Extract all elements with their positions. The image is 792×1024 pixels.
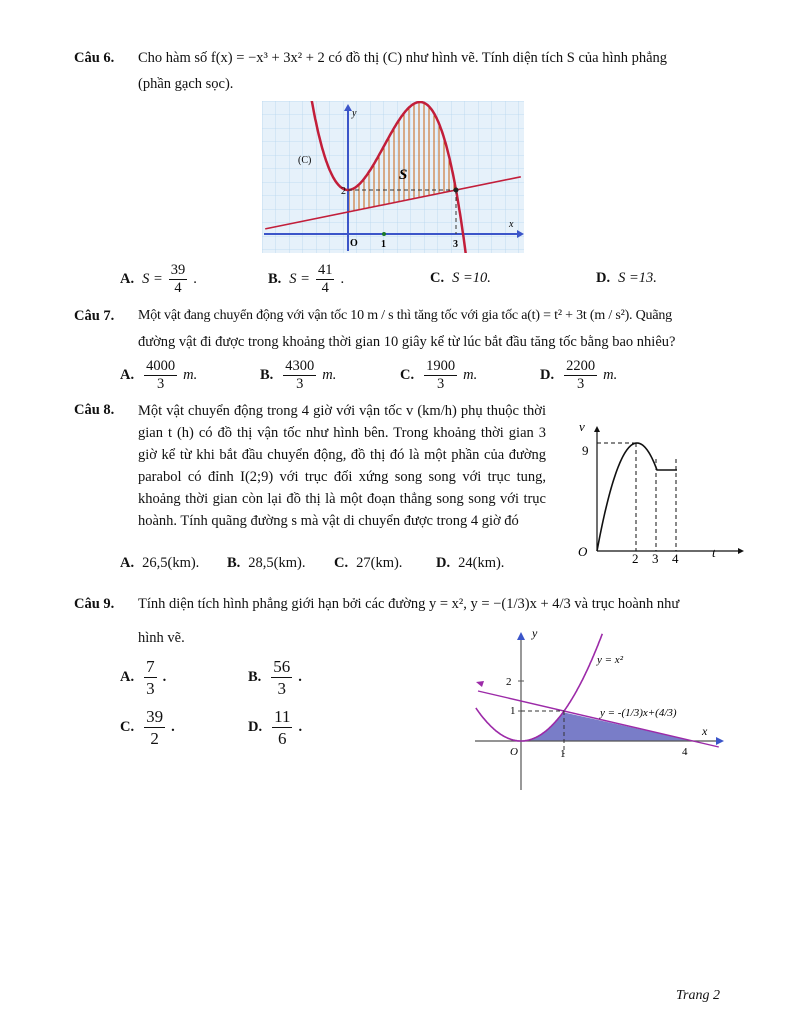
q9-x-label: x — [702, 724, 708, 738]
q9-line-label: y = -(1/3)x+(4/3) — [600, 707, 677, 719]
q7-option-d-letter: D. — [540, 367, 555, 383]
q7-option-c-letter: C. — [400, 367, 415, 383]
q6-intersection-point — [454, 188, 459, 193]
q6-option-b-num: 41 — [317, 262, 333, 278]
q6-option-b-den: 4 — [321, 280, 329, 296]
q8-option-b-letter: B. — [227, 555, 241, 571]
q6-option-c[interactable] — [430, 270, 491, 287]
q6-option-b-fraction — [316, 262, 335, 297]
q7-option-a-suffix: m. — [183, 367, 198, 383]
q9-option-a-num: 7 — [146, 657, 155, 676]
q6-option-d-letter: D. — [596, 270, 611, 286]
q6-option-a-den: 4 — [174, 280, 182, 296]
q6-curve-label: (C) — [298, 155, 312, 166]
q7-option-c-den: 3 — [436, 376, 445, 392]
q7-text-line1: Một vật đang chuyển động với vận tốc 10 m / s thì tăng tốc với gia tốc a(t) = t² + 3t (m / s²). Quãng — [138, 308, 672, 323]
q8-option-c-text: 27(km). — [356, 555, 403, 571]
q7-option-d[interactable] — [540, 358, 617, 393]
q9-option-b-num: 56 — [273, 657, 291, 676]
q9-y-label: y — [532, 626, 538, 640]
q8-origin: O — [578, 544, 588, 559]
q7-option-c-num: 1900 — [426, 358, 456, 374]
q6-label: Câu 6. — [74, 50, 115, 66]
q9-option-d-letter: D. — [248, 719, 263, 735]
q8-option-a[interactable] — [120, 555, 199, 572]
q7-option-b[interactable] — [260, 358, 336, 393]
q7-option-d-suffix: m. — [603, 367, 618, 383]
q9-text-line2: hình vẽ. — [138, 630, 185, 646]
q6-option-d[interactable] — [596, 270, 657, 287]
q6-text-line2: (phần gạch sọc). — [138, 76, 234, 92]
q6-option-b-prefix: S = — [289, 271, 310, 287]
q9-option-a[interactable] — [120, 656, 170, 699]
q7-option-c[interactable] — [400, 358, 477, 393]
q9-option-c-fraction — [144, 706, 165, 749]
q6-origin: O — [350, 238, 358, 249]
q9-option-c-num: 39 — [146, 707, 164, 726]
q7-option-d-den: 3 — [576, 376, 585, 392]
q9-line-arrow — [476, 681, 484, 687]
q6-y-label: y — [352, 108, 357, 119]
q9-text-line1: Tính diện tích hình phẳng giới hạn bởi các đường y = x², y = −(1/3)x + 4/3 và trục hoành như — [138, 596, 680, 612]
q8-v-arrow — [594, 426, 600, 432]
q7-option-b-suffix: m. — [322, 367, 337, 383]
q7-label: Câu 7. — [74, 308, 115, 324]
q9-tick-y1: 1 — [510, 705, 516, 717]
q7-option-a-num: 4000 — [146, 358, 176, 374]
q9-option-d-fraction — [272, 706, 292, 749]
q8-tick-t2: 2 — [632, 551, 639, 566]
q7-option-d-fraction — [564, 358, 597, 393]
q8-option-b[interactable] — [227, 555, 305, 572]
q6-option-b-letter: B. — [268, 271, 282, 287]
q9-option-c-suffix: . — [171, 719, 175, 735]
q6-option-a-fraction — [169, 262, 188, 297]
q8-t-label: t — [712, 545, 716, 560]
q7-option-a-den: 3 — [156, 376, 165, 392]
q9-option-c-letter: C. — [120, 719, 135, 735]
q8-label: Câu 8. — [74, 402, 115, 418]
q6-option-a-prefix: S = — [142, 271, 163, 287]
q7-option-d-num: 2200 — [566, 358, 596, 374]
q6-tick-y2: 2 — [341, 186, 346, 197]
q9-option-b-den: 3 — [277, 679, 287, 698]
q7-option-a[interactable] — [120, 358, 197, 393]
q8-v-label: v — [579, 419, 585, 434]
q6-tick-dot — [382, 232, 386, 236]
q9-option-c-den: 2 — [150, 729, 159, 748]
q9-option-d-num: 11 — [274, 707, 291, 726]
q8-option-d-text: 24(km). — [458, 555, 505, 571]
q6-text-line1: Cho hàm số f(x) = −x³ + 3x² + 2 có đồ thị (C) như hình vẽ. Tính diện tích S của hình phẳng — [138, 50, 668, 66]
q8-velocity-curve — [597, 443, 677, 551]
q6-tick-x3: 3 — [453, 239, 458, 250]
q6-x-label: x — [509, 219, 514, 230]
q6-option-b-suffix: . — [340, 271, 345, 287]
q8-option-a-text: 26,5(km). — [142, 555, 200, 571]
q9-tick-x4: 4 — [682, 746, 688, 758]
q8-option-c[interactable] — [334, 555, 402, 572]
q8-t-arrow — [738, 548, 744, 554]
q6-option-a-letter: A. — [120, 271, 135, 287]
q9-option-b-suffix: . — [298, 669, 302, 685]
q8-option-d-letter: D. — [436, 555, 451, 571]
q8-text: Một vật chuyển động trong 4 giờ với vận tốc v (km/h) phụ thuộc thời gian t (h) có đồ thị vận tốc như hình bên. Trong khoảng thời gian 3 giờ kể từ khi bắt đầu chuyển động, đồ thị đó là một phần của đường parabol có đỉnh I(2;9) với trục đối xứng song song với trục tung, khoảng thời gian còn lại đồ thị là một đoạn thẳng song song với trục hoành. Tính quãng đường s mà vật di chuyển được trong 4 giờ đó — [138, 403, 546, 529]
q8-tick-v9: 9 — [582, 443, 589, 458]
q7-option-c-fraction — [424, 358, 457, 393]
q9-option-c[interactable] — [120, 706, 179, 749]
q8-option-b-text: 28,5(km). — [248, 555, 306, 571]
q8-option-c-letter: C. — [334, 555, 349, 571]
q8-option-d[interactable] — [436, 555, 504, 572]
q6-figure — [262, 101, 524, 253]
q8-option-a-letter: A. — [120, 555, 135, 571]
q6-option-a[interactable] — [120, 262, 197, 297]
q9-option-d[interactable] — [248, 706, 306, 749]
q6-option-a-num: 39 — [170, 262, 186, 278]
q7-option-a-fraction — [144, 358, 177, 393]
q9-option-a-den: 3 — [146, 679, 155, 698]
q6-option-c-text: S =10. — [452, 270, 491, 286]
q6-option-b[interactable] — [268, 262, 344, 297]
q9-option-a-letter: A. — [120, 669, 135, 685]
q9-origin: O — [510, 746, 518, 758]
q9-figure — [470, 624, 730, 792]
q7-option-c-suffix: m. — [463, 367, 478, 383]
q7-option-b-den: 3 — [296, 376, 304, 392]
q9-option-b[interactable] — [248, 656, 306, 699]
q9-option-b-fraction — [271, 656, 292, 699]
q9-option-d-suffix: . — [298, 719, 303, 735]
q9-option-a-suffix: . — [162, 669, 167, 685]
q6-option-d-text: S =13. — [618, 270, 657, 286]
q9-tick-x1: 1 — [560, 748, 566, 760]
q8-tick-t4: 4 — [672, 551, 679, 566]
q7-option-b-num: 4300 — [285, 358, 315, 374]
q7-option-b-letter: B. — [260, 367, 274, 383]
q9-x-arrow — [716, 737, 724, 745]
q7-option-b-fraction — [283, 358, 316, 393]
q9-option-a-fraction — [144, 656, 157, 699]
q9-tick-y2: 2 — [506, 676, 512, 688]
q8-figure — [572, 418, 748, 568]
q9-option-d-den: 6 — [278, 729, 287, 748]
q9-parabola-label: y = x² — [597, 654, 623, 666]
q7-text-line2: đường vật đi được trong khoảng thời gian 10 giây kể từ lúc bắt đầu tăng tốc bằng bao nhiêu? — [138, 334, 676, 350]
q9-y-arrow — [517, 632, 525, 640]
q6-option-c-letter: C. — [430, 270, 445, 286]
page-number: Trang 2 — [676, 988, 720, 1003]
q6-option-a-suffix: . — [193, 271, 197, 287]
q8-tick-t3: 3 — [652, 551, 659, 566]
q6-tick-x1: 1 — [381, 239, 386, 250]
q9-option-b-letter: B. — [248, 669, 262, 685]
q7-option-a-letter: A. — [120, 367, 135, 383]
q6-region-label: S — [399, 167, 408, 183]
q9-label: Câu 9. — [74, 596, 115, 612]
